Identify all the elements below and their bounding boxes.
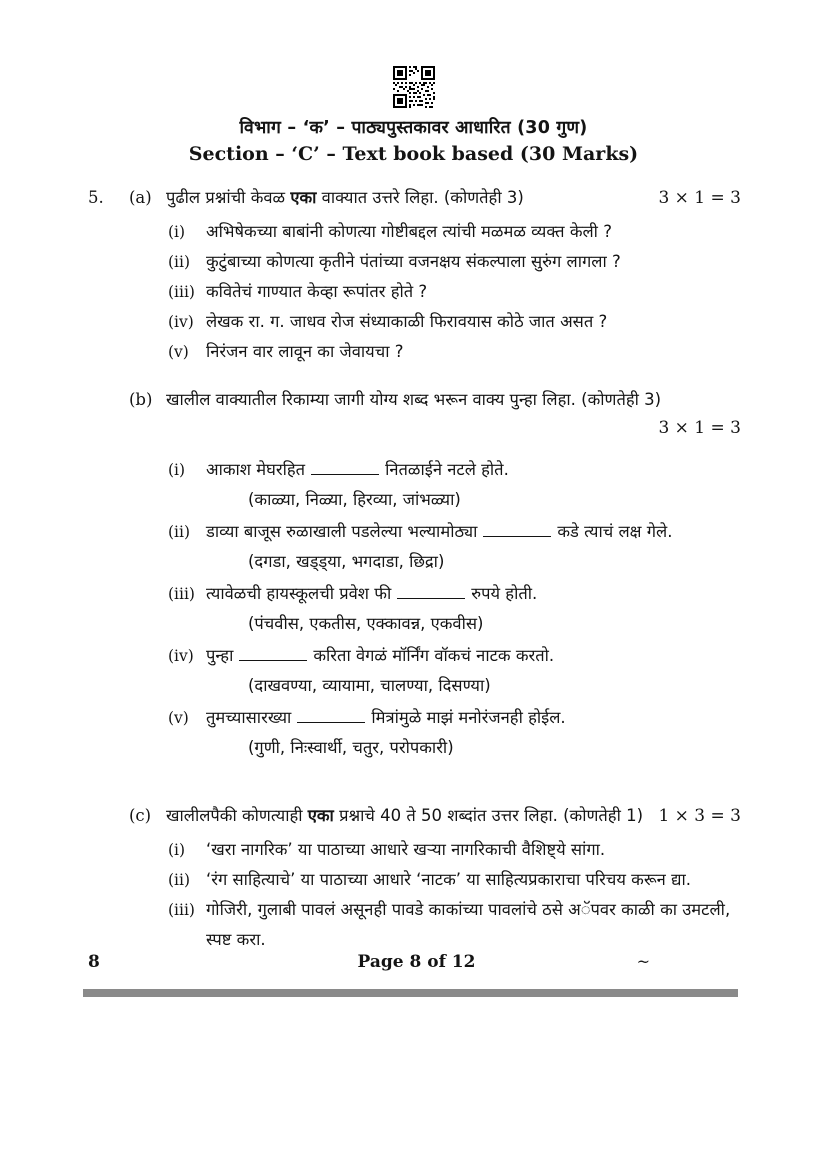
- item-label: (i): [168, 223, 186, 241]
- qr-code-icon: [393, 66, 435, 108]
- item-label: (iv): [168, 647, 194, 665]
- item-text: गोजिरी, गुलाबी पावलं असूनही पावडे काकांच्या पावलांचे ठसे अॅपवर काळी का उमटली, स्पष्ट करा.: [206, 900, 731, 949]
- item-text: निरंजन वार लावून का जेवायचा ?: [206, 342, 404, 361]
- heading-bold-word: एका: [290, 188, 317, 207]
- item-label: (iii): [168, 283, 195, 301]
- item-label: (i): [168, 841, 186, 859]
- fill-blank-item: [88, 455, 741, 515]
- footer-bar: [83, 989, 738, 997]
- fill-blank-item: [88, 517, 741, 577]
- item-text: ‘खरा नागरिक’ या पाठाच्या आधारे खऱ्या नागरिकाची वैशिष्ट्ये सांगा.: [206, 840, 606, 859]
- part-a-heading: [166, 185, 741, 211]
- heading-segment: प्रश्नाचे 40 ते 50 शब्दांत उत्तर लिहा. (कोणतेही 1): [333, 806, 644, 825]
- item-text: लेखक रा. ग. जाधव रोज संध्याकाळी फिरावयास कोठे जात असत ?: [206, 312, 608, 331]
- item-label: (i): [168, 461, 186, 479]
- part-c-marks: 1 × 3 = 3: [658, 806, 741, 826]
- fill-blank-item: [88, 703, 741, 763]
- item-text: कवितेचं गाण्यात केव्हा रूपांतर होते ?: [206, 282, 428, 301]
- question-item: [168, 307, 741, 337]
- question-item: [168, 835, 741, 865]
- text-before-blank: त्यावेळची हायस्कूलची प्रवेश फी: [206, 584, 392, 603]
- options-text: (गुणी, निःस्वार्थी, चतुर, परोपकारी): [248, 738, 454, 757]
- section-title-english: Section – ‘C’ – Text book based (30 Marks): [188, 143, 639, 165]
- question-number: 5.: [88, 188, 104, 207]
- item-label: (v): [168, 709, 189, 727]
- section-title-marathi: विभाग – ‘क’ – पाठ्यपुस्तकावर आधारित (30 गुण): [239, 118, 588, 138]
- footer-page-number: 8: [88, 952, 100, 972]
- part-b-label: (b): [129, 390, 153, 409]
- part-b-heading: खालील वाक्यातील रिकाम्या जागी योग्य शब्द भरून वाक्य पुन्हा लिहा. (कोणतेही 3): [166, 390, 662, 409]
- item-label: (v): [168, 343, 189, 361]
- page-footer: [88, 952, 745, 976]
- part-a-row: [88, 185, 741, 211]
- item-label: (ii): [168, 871, 191, 889]
- part-b-items: [88, 455, 741, 763]
- question-content: [0, 185, 827, 955]
- fill-blank-item: [88, 579, 741, 639]
- blank-line: [311, 458, 379, 475]
- part-a-marks: 3 × 1 = 3: [658, 188, 741, 208]
- heading-segment: पुढील प्रश्नांची केवळ: [166, 188, 291, 207]
- part-c-items: [88, 835, 741, 955]
- blank-line: [239, 644, 307, 661]
- text-before-blank: आकाश मेघरहित: [206, 460, 306, 479]
- part-c-heading: [166, 803, 741, 829]
- heading-bold-word: एका: [307, 806, 334, 825]
- item-text: [206, 579, 741, 609]
- text-after-blank: करिता वेगळं मॉर्निंग वॉकचं नाटक करतो.: [313, 646, 555, 665]
- options-text: (दाखवण्या, व्यायामा, चालण्या, दिसण्या): [248, 676, 491, 695]
- heading-segment: वाक्यात उत्तरे लिहा. (कोणतेही 3): [316, 188, 524, 207]
- footer-tilde-mark: ~: [636, 952, 650, 971]
- item-label: (iv): [168, 313, 194, 331]
- blank-line: [483, 520, 551, 537]
- item-label: (ii): [168, 253, 191, 271]
- item-label: (iii): [168, 585, 195, 603]
- item-label: (ii): [168, 523, 191, 541]
- item-label: (iii): [168, 901, 195, 919]
- options-text: (काळ्या, निळ्या, हिरव्या, जांभळ्या): [248, 490, 461, 509]
- item-text: [206, 455, 741, 485]
- text-after-blank: मित्रांमुळे माझं मनोरंजनही होईल.: [371, 708, 566, 727]
- question-item: [168, 865, 741, 895]
- options-text: (दगडा, खड्ड्या, भगदाडा, छिद्रा): [248, 552, 445, 571]
- text-after-blank: कडे त्याचं लक्ष गेले.: [557, 522, 673, 541]
- part-a-items: [88, 217, 741, 367]
- part-a-label: (a): [129, 188, 152, 207]
- question-item: [168, 217, 741, 247]
- item-text: [206, 517, 741, 547]
- item-text: कुटुंबाच्या कोणत्या कृतीने पंतांच्या वजनक्षय संकल्पाला सुरुंग लागला ?: [206, 252, 621, 271]
- text-before-blank: डाव्या बाजूस रुळाखाली पडलेल्या भल्यामोठ्या: [206, 522, 478, 541]
- item-text: अभिषेकच्या बाबांनी कोणत्या गोष्टीबद्दल त्यांची मळमळ व्यक्त केली ?: [206, 222, 612, 241]
- text-after-blank: नितळाईने नटले होते.: [385, 460, 509, 479]
- fill-blank-item: [88, 641, 741, 701]
- question-item: [168, 247, 741, 277]
- blank-line: [397, 582, 465, 599]
- part-c-row: [88, 803, 741, 829]
- footer-page-indicator: Page 8 of 12: [357, 952, 476, 972]
- part-b-marks: 3 × 1 = 3: [658, 418, 741, 438]
- blank-line: [297, 706, 365, 723]
- text-before-blank: तुमच्यासारख्या: [206, 708, 292, 727]
- item-text: ‘रंग साहित्याचे’ या पाठाच्या आधारे ‘नाटक’ या साहित्यप्रकाराचा परिचय करून द्या.: [206, 870, 691, 889]
- part-c-label: (c): [129, 806, 152, 825]
- qr-code-container: [0, 0, 827, 108]
- text-before-blank: पुन्हा: [206, 646, 234, 665]
- text-after-blank: रुपये होती.: [471, 584, 538, 603]
- question-item: [168, 277, 741, 307]
- part-b-row: [88, 387, 741, 413]
- question-item: [168, 895, 741, 955]
- item-text: [206, 641, 741, 671]
- heading-segment: खालीलपैकी कोणत्याही: [166, 806, 308, 825]
- item-text: [206, 703, 741, 733]
- question-item: [168, 337, 741, 367]
- options-text: (पंचवीस, एकतीस, एक्कावन्न, एकवीस): [248, 614, 484, 633]
